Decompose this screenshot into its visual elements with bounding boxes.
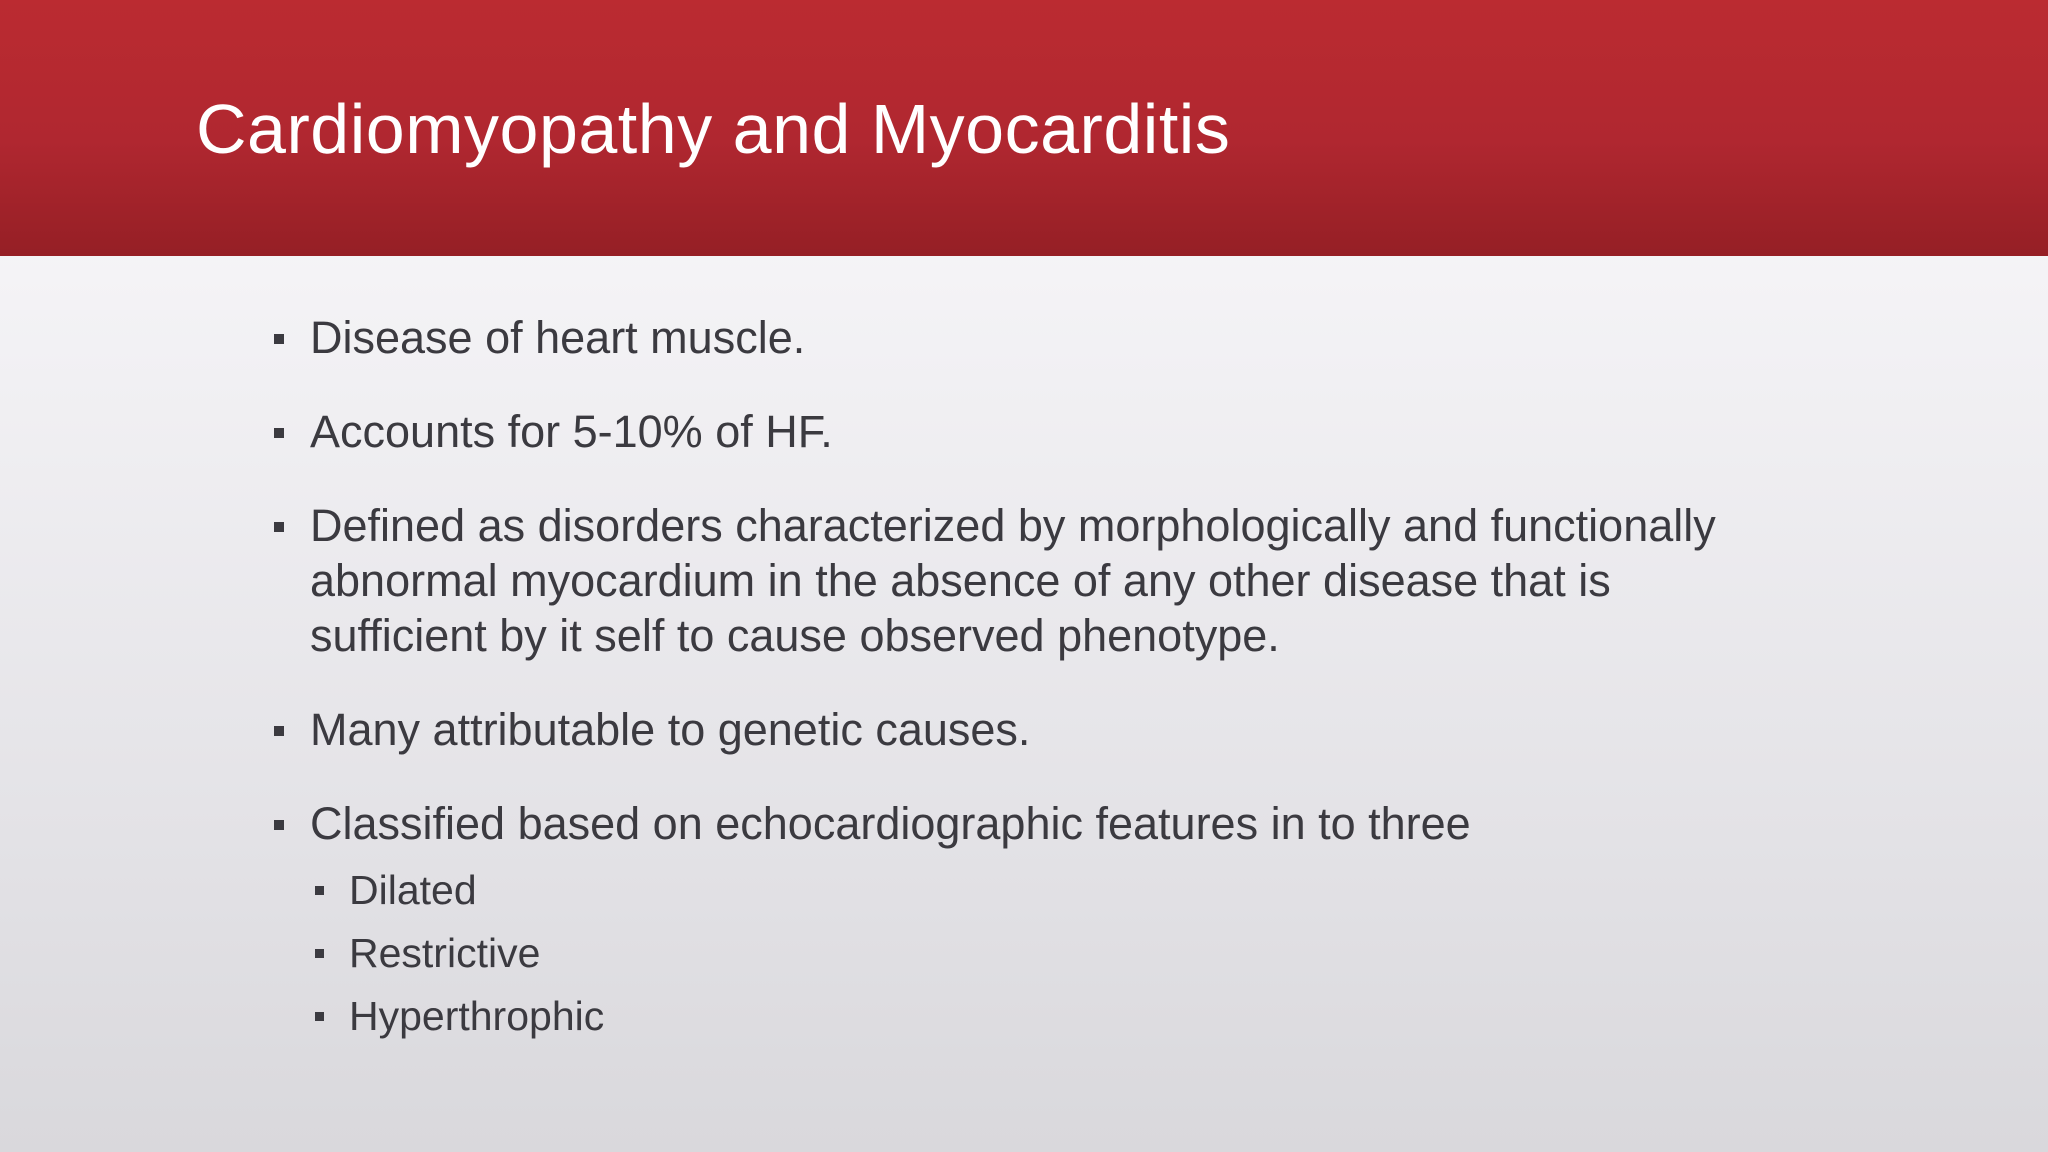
bullet-text: Many attributable to genetic causes. (310, 704, 1031, 755)
title-bar (0, 0, 2048, 256)
sub-bullet-item (349, 985, 1770, 1048)
square-bullet-icon (274, 820, 284, 830)
bullet-text: Defined as disorders characterized by morphologically and functionally abnormal myocardium in the absence of any other disease that is sufficient by it self to cause observed phenotype. (310, 500, 1716, 661)
square-bullet-icon (315, 886, 324, 895)
bullet-item (270, 310, 1770, 365)
bullet-text: Accounts for 5-10% of HF. (310, 406, 833, 457)
square-bullet-icon (315, 949, 324, 958)
square-bullet-icon (274, 334, 284, 344)
square-bullet-icon (274, 726, 284, 736)
bullet-item (270, 498, 1770, 663)
sub-bullet-text: Dilated (349, 867, 477, 913)
bullet-item (270, 404, 1770, 459)
bullet-item (270, 702, 1770, 757)
sub-bullet-text: Restrictive (349, 930, 541, 976)
sub-bullet-list (270, 859, 1770, 1048)
square-bullet-icon (274, 522, 284, 532)
bullet-text: Disease of heart muscle. (310, 312, 806, 363)
sub-bullet-item (349, 859, 1770, 922)
slide-content (270, 310, 1770, 1048)
bullet-text: Classified based on echocardiographic features in to three (310, 798, 1471, 849)
square-bullet-icon (315, 1012, 324, 1021)
bullet-item (270, 796, 1770, 851)
square-bullet-icon (274, 428, 284, 438)
sub-bullet-item (349, 922, 1770, 985)
sub-bullet-text: Hyperthrophic (349, 993, 605, 1039)
slide-title: Cardiomyopathy and Myocarditis (196, 90, 1231, 168)
